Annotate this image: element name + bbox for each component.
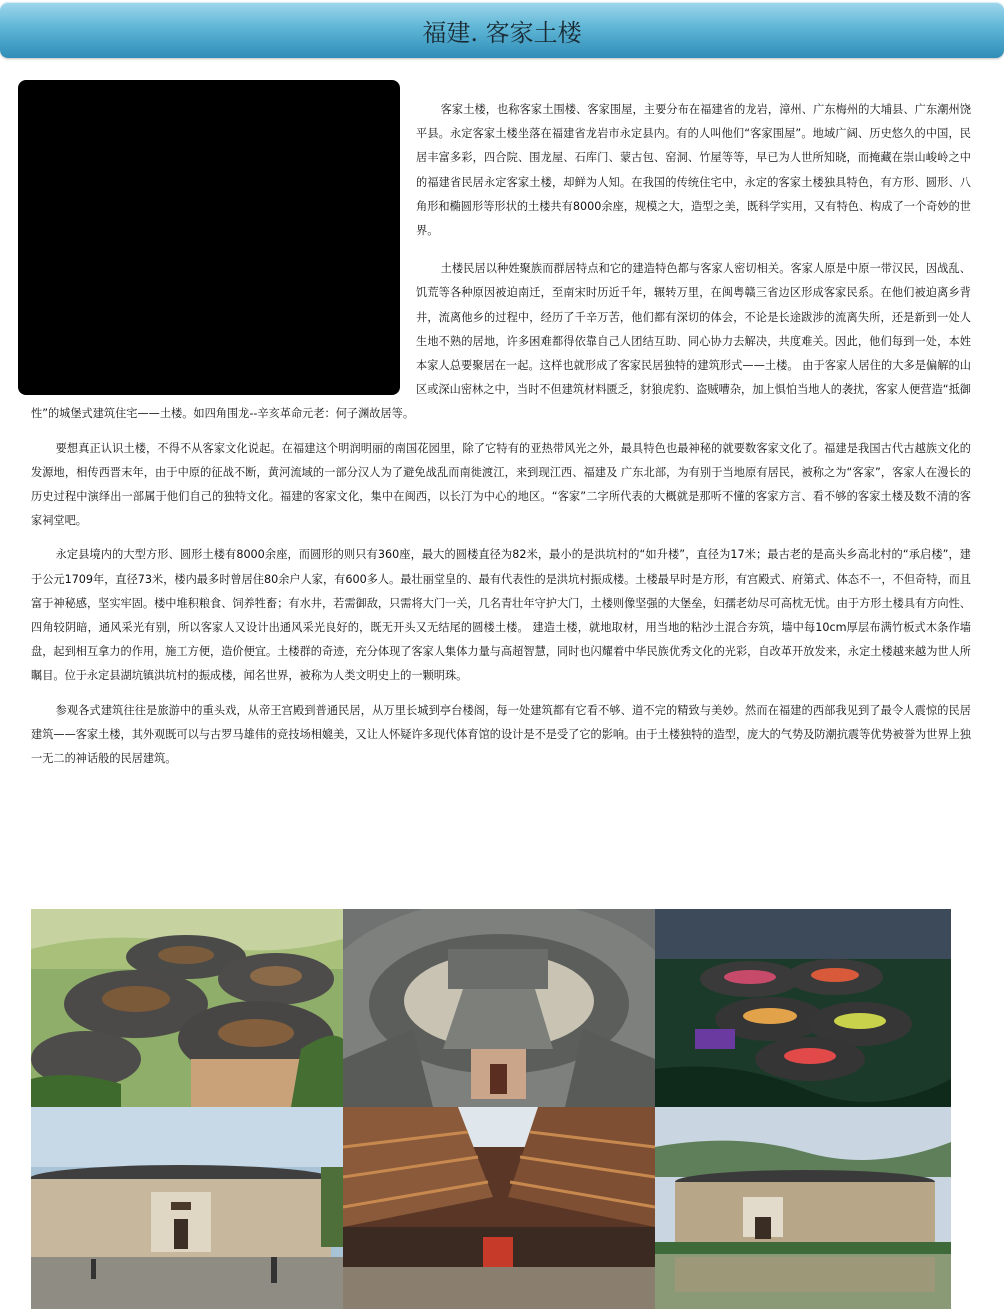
video-spacer [31,98,416,396]
tulou-reflection-photo [655,1107,951,1309]
title-bar [0,2,1004,58]
tulou-night-photo [655,909,951,1107]
article [31,98,971,781]
tulou-roof-aerial-photo [343,909,655,1107]
tulou-cluster-aerial-photo [31,909,343,1107]
paragraph-2: 土楼民居以种姓聚族而群居特点和它的建造特色都与客家人密切相关。客家人原是中原一带汉民，因战乱、饥荒等各种原因被迫南迁，至南宋时历近千年，辗转万里，在闽粤赣三省边区形成客家民系。在他们被迫离乡背井，流离他乡的过程中，经历了千辛万苦，他们都有深切的体会，不论是长途跋涉的流离失所，还是新到一处人生地不熟的居地，许多困难都得依靠自己人团结互助、同心协力去解决，共度难关。因此，他们每到一处，本姓本家人总要聚居在一起。这样也就形成了客家民居独特的建筑形式——土楼。 由于客家人居住的大多是偏解的山区或深山密林之中，当时不但建筑材料匮乏，豺狼虎豹、盗贼嘈杂，加上惧怕当地人的袭扰，客家人便营造“抵御性”的城堡式建筑住宅——土楼。如四角围龙--辛亥革命元老：何子渊故居等。 [31,262,971,421]
paragraph-5: 参观各式建筑往往是旅游中的重头戏，从帝王宫殿到普通民居，从万里长城到亭台楼阁，每一处建筑都有它看不够、道不完的精致与美妙。然而在福建的西部我见到了最令人震惊的民居建筑——客家土楼，其外观既可以与古罗马雄伟的竞技场相媲美，又让人怀疑许多现代体育馆的设计是不是受了它的影响。由于土楼独特的造型，庞大的气势及防潮抗震等优势被誉为世界上独一无二的神话般的民居建筑。 [31,703,971,766]
page-title: 福建. 客家土楼 [422,18,582,47]
paragraph-1: 客家土楼，也称客家土围楼、客家围屋，主要分布在福建省的龙岩，漳州、广东梅州的大埔县、广东潮州饶平县。永定客家土楼坐落在福建省龙岩市永定县内。有的人叫他们“客家围屋”。地域广阔、历史悠久的中国，民居丰富多彩，四合院、围龙屋、石库门、蒙古包、窑洞、竹屋等等，早已为人世所知晓，而掩藏在崇山峻岭之中的福建省民居永定客家土楼，却鲜为人知。在我国的传统住宅中，永定的客家土楼独具特色，有方形、圆形、八角形和椭圆形等形状的土楼共有8000余座，规模之大，造型之美，既科学实用，又有特色、构成了一个奇妙的世界。 [416,103,971,238]
paragraph-3: 要想真正认识土楼，不得不从客家文化说起。在福建这个明润明丽的南国花园里，除了它特有的亚热带风光之外，最具特色也最神秘的就要数客家文化了。福建是我国古代古越族文化的发源地，相传西晋末年，由于中原的征战不断，黄河流域的一部分汉人为了避免战乱而南徙渡江，来到现江西、福建及 广东北部，为有别于当地原有居民，被称之为“客家”，客家人在漫长的历史过程中演绎出一部属于他们自己的独特文化。福建的客家文化，集中在闽西，以长汀为中心的地区。“客家”二字所代表的大概就是那听不懂的客家方言、看不够的客家土楼及数不清的客家祠堂吧。 [31,441,971,528]
photo-gallery [31,909,951,1309]
tulou-interior-photo [343,1107,655,1309]
tulou-front-gate-photo [31,1107,343,1309]
paragraph-4: 永定县境内的大型方形、圆形土楼有8000余座，而圆形的则只有360座，最大的圆楼直径为82米，最小的是洪坑村的“如升楼”，直径为17米；最古老的是高头乡高北村的“承启楼”，建于公元1709年，直径73米，楼内最多时曾居住80余户人家，有600多人。最壮丽堂皇的、最有代表性的是洪坑村振成楼。土楼最早时是方形，有宫殿式、府第式、体态不一，不但奇特，而且富于神秘感，坚实牢固。楼中堆积粮食、饲养牲畜；有水井，若需御敌，只需将大门一关，几名青壮年守护大门，土楼则像坚强的大堡垒，妇孺老幼尽可高枕无忧。由于方形土楼具有方向性、四角较阴暗，通风采光有别，所以客家人又设计出通风采光良好的，既无开头又无结尾的圆楼土楼。 建造土楼，就地取材，用当地的粘沙土混合夯筑，墙中每10cm厚层布满竹板式木条作墙盘，起到相互拿力的作用，施工方便，造价便宜。土楼群的奇迹，充分体现了客家人集体力量与高超智慧，同时也闪耀着中华民族优秀文化的光彩，自改革开放发来，永定土楼越来越为世人所瞩目。位于永定县湖坑镇洪坑村的振成楼，闻名世界，被称为人类文明史上的一颗明珠。 [31,548,971,683]
